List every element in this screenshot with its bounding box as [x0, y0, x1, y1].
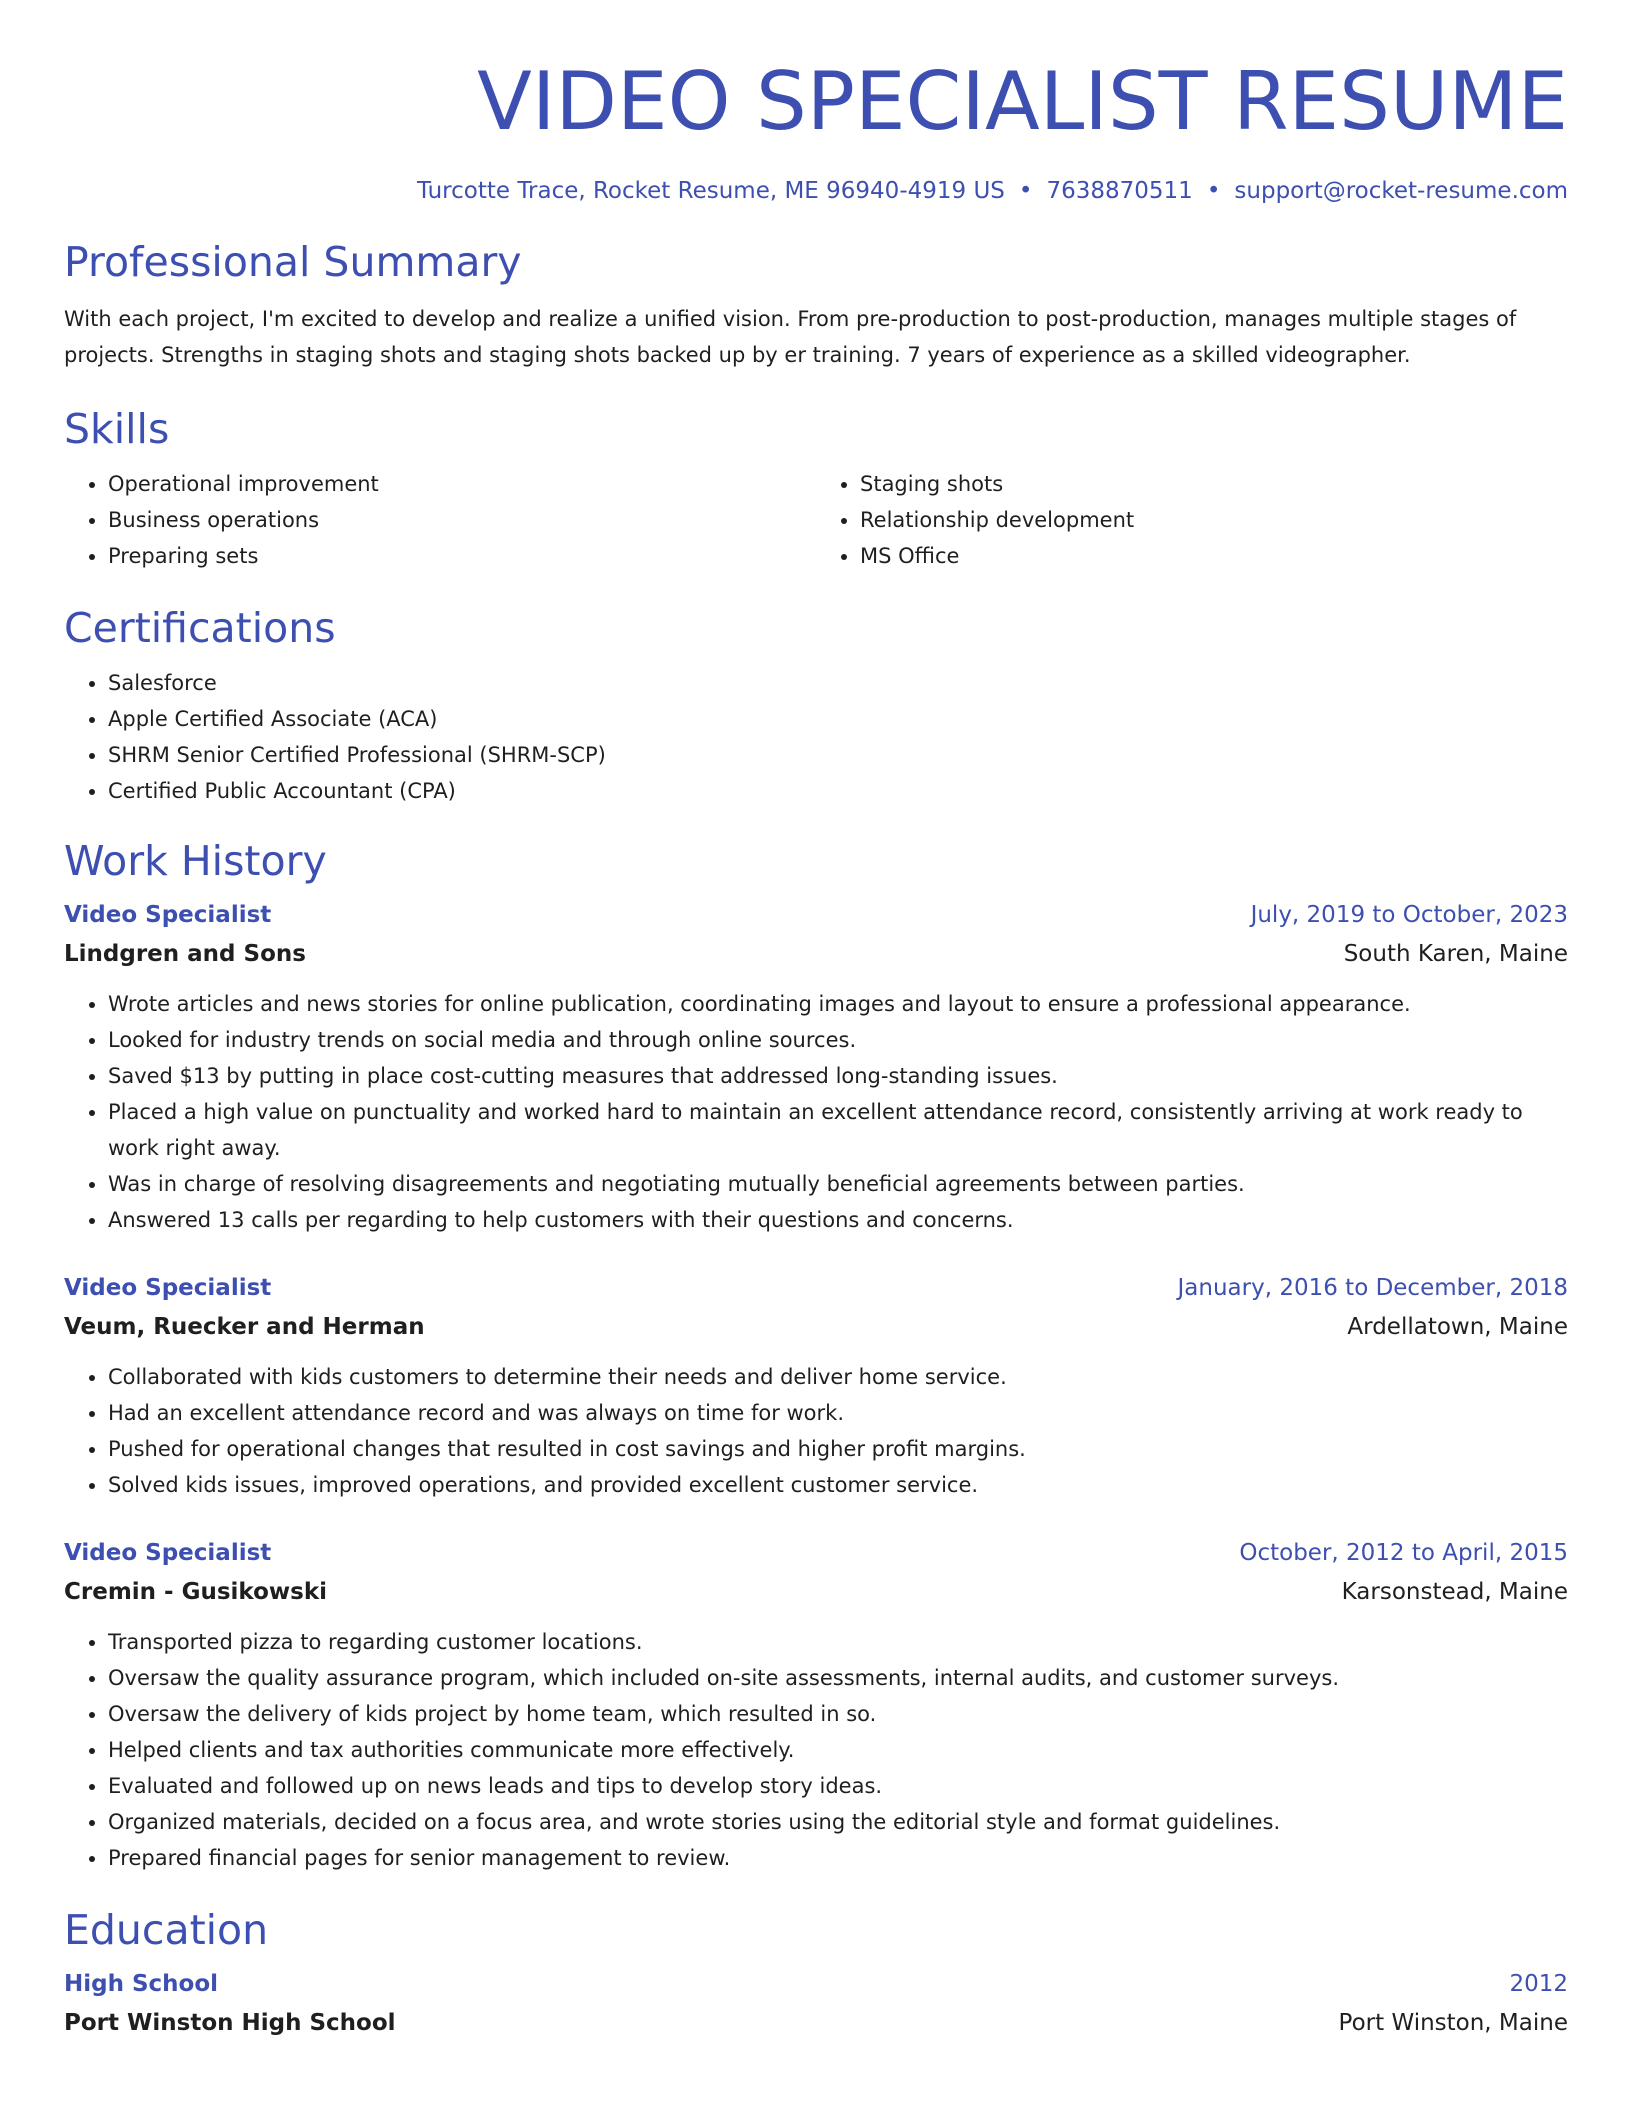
job-bullet: • Transported pizza to regarding customer locations.	[108, 1624, 1568, 1660]
job-location: South Karen, Maine	[1343, 941, 1568, 967]
contact-address: Turcotte Trace, Rocket Resume, ME 96940-4919 US	[417, 178, 1005, 204]
job-bullet: • Collaborated with kids customers to determine their needs and deliver home service.	[108, 1359, 1568, 1395]
job-bullet: • Saved $13 by putting in place cost-cutting measures that addressed long-standing issues.	[108, 1058, 1568, 1094]
certifications-list	[64, 665, 1568, 809]
work-history-heading: Work History	[64, 837, 327, 885]
certification-item: • SHRM Senior Certified Professional (SHRM-SCP)	[108, 737, 1568, 773]
job-entry	[64, 1270, 1568, 1503]
education-degree-row	[64, 1966, 1568, 2002]
job-bullets	[64, 1359, 1568, 1503]
work-history-section	[64, 835, 1568, 1876]
summary-heading: Professional Summary	[64, 238, 522, 286]
summary-text: With each project, I'm excited to develop and realize a unified vision. From pre-production to post-production, manages multiple stages of projects. Strengths in staging shots and staging shots backed up by er training. 7 years of experience as a skilled videographer.	[64, 307, 1517, 367]
skills-grid	[64, 466, 1568, 574]
job-location: Karsonstead, Maine	[1341, 1579, 1568, 1605]
job-bullet: • Answered 13 calls per regarding to help customers with their questions and concerns.	[108, 1202, 1568, 1238]
job-entry	[64, 1535, 1568, 1876]
skill-item: • MS Office	[860, 538, 1568, 574]
skill-item: • Preparing sets	[108, 538, 816, 574]
education-section	[64, 1904, 1568, 2041]
job-company-row	[64, 1309, 1568, 1345]
job-bullet: • Looked for industry trends on social media and through online sources.	[108, 1022, 1568, 1058]
certification-item: • Apple Certified Associate (ACA)	[108, 701, 1568, 737]
job-company: Veum, Ruecker and Herman	[64, 1314, 425, 1340]
skill-item: • Operational improvement	[108, 466, 816, 502]
job-bullet: • Helped clients and tax authorities communicate more effectively.	[108, 1732, 1568, 1768]
summary-section	[64, 236, 1568, 373]
contact-separator: •	[1018, 178, 1033, 204]
job-bullet: • Was in charge of resolving disagreements and negotiating mutually beneficial agreements between parties.	[108, 1166, 1568, 1202]
job-company-row	[64, 936, 1568, 972]
skill-item: • Business operations	[108, 502, 816, 538]
education-location: Port Winston, Maine	[1338, 2010, 1568, 2036]
job-bullet: • Oversaw the delivery of kids project by home team, which resulted in so.	[108, 1696, 1568, 1732]
job-title: Video Specialist	[64, 1275, 272, 1301]
education-degree: High School	[64, 1971, 219, 1997]
job-company-row	[64, 1574, 1568, 1610]
education-heading: Education	[64, 1906, 269, 1954]
job-bullet: • Prepared financial pages for senior management to review.	[108, 1840, 1568, 1876]
job-dates: January, 2016 to December, 2018	[1177, 1275, 1568, 1301]
contact-phone: 7638870511	[1046, 178, 1193, 204]
job-title: Video Specialist	[64, 1540, 272, 1566]
skill-item: • Relationship development	[860, 502, 1568, 538]
job-title: Video Specialist	[64, 902, 272, 928]
job-bullet: • Organized materials, decided on a focus area, and wrote stories using the editorial style and format guidelines.	[108, 1804, 1568, 1840]
contact-line	[64, 176, 1568, 206]
resume-header	[64, 0, 1568, 206]
skills-heading: Skills	[64, 405, 170, 453]
job-bullet: • Pushed for operational changes that resulted in cost savings and higher profit margins.	[108, 1431, 1568, 1467]
job-dates: July, 2019 to October, 2023	[1250, 902, 1568, 928]
certification-item: • Salesforce	[108, 665, 1568, 701]
job-dates: October, 2012 to April, 2015	[1239, 1540, 1568, 1566]
resume-title: VIDEO SPECIALIST RESUME	[477, 55, 1568, 148]
contact-email[interactable]: support@rocket-resume.com	[1234, 178, 1568, 204]
job-title-row	[64, 897, 1568, 933]
job-entry	[64, 897, 1568, 1238]
job-bullets	[64, 986, 1568, 1238]
job-bullet: • Wrote articles and news stories for online publication, coordinating images and layout to ensure a professional appearance.	[108, 986, 1568, 1022]
job-bullets	[64, 1624, 1568, 1876]
skills-section	[64, 403, 1568, 574]
job-bullet: • Evaluated and followed up on news leads and tips to develop story ideas.	[108, 1768, 1568, 1804]
resume-page	[64, 0, 1568, 2041]
education-entry	[64, 1966, 1568, 2041]
job-bullet: • Solved kids issues, improved operations, and provided excellent customer service.	[108, 1467, 1568, 1503]
skills-list-right	[816, 466, 1568, 574]
job-location: Ardellatown, Maine	[1347, 1314, 1568, 1340]
education-year: 2012	[1509, 1971, 1568, 1997]
job-bullet: • Had an excellent attendance record and was always on time for work.	[108, 1395, 1568, 1431]
job-bullet: • Placed a high value on punctuality and worked hard to maintain an excellent attendance record, consistently arriving at work ready to work right away.	[108, 1094, 1568, 1166]
job-title-row	[64, 1270, 1568, 1306]
certifications-heading: Certifications	[64, 604, 336, 652]
job-company: Lindgren and Sons	[64, 941, 306, 967]
education-school-row	[64, 2005, 1568, 2041]
certifications-section	[64, 602, 1568, 809]
job-bullet: • Oversaw the quality assurance program, which included on-site assessments, internal audits, and customer surveys.	[108, 1660, 1568, 1696]
education-school: Port Winston High School	[64, 2010, 396, 2036]
contact-separator: •	[1206, 178, 1221, 204]
job-company: Cremin - Gusikowski	[64, 1579, 328, 1605]
skill-item: • Staging shots	[860, 466, 1568, 502]
job-title-row	[64, 1535, 1568, 1571]
certification-item: • Certified Public Accountant (CPA)	[108, 773, 1568, 809]
skills-list-left	[64, 466, 816, 574]
